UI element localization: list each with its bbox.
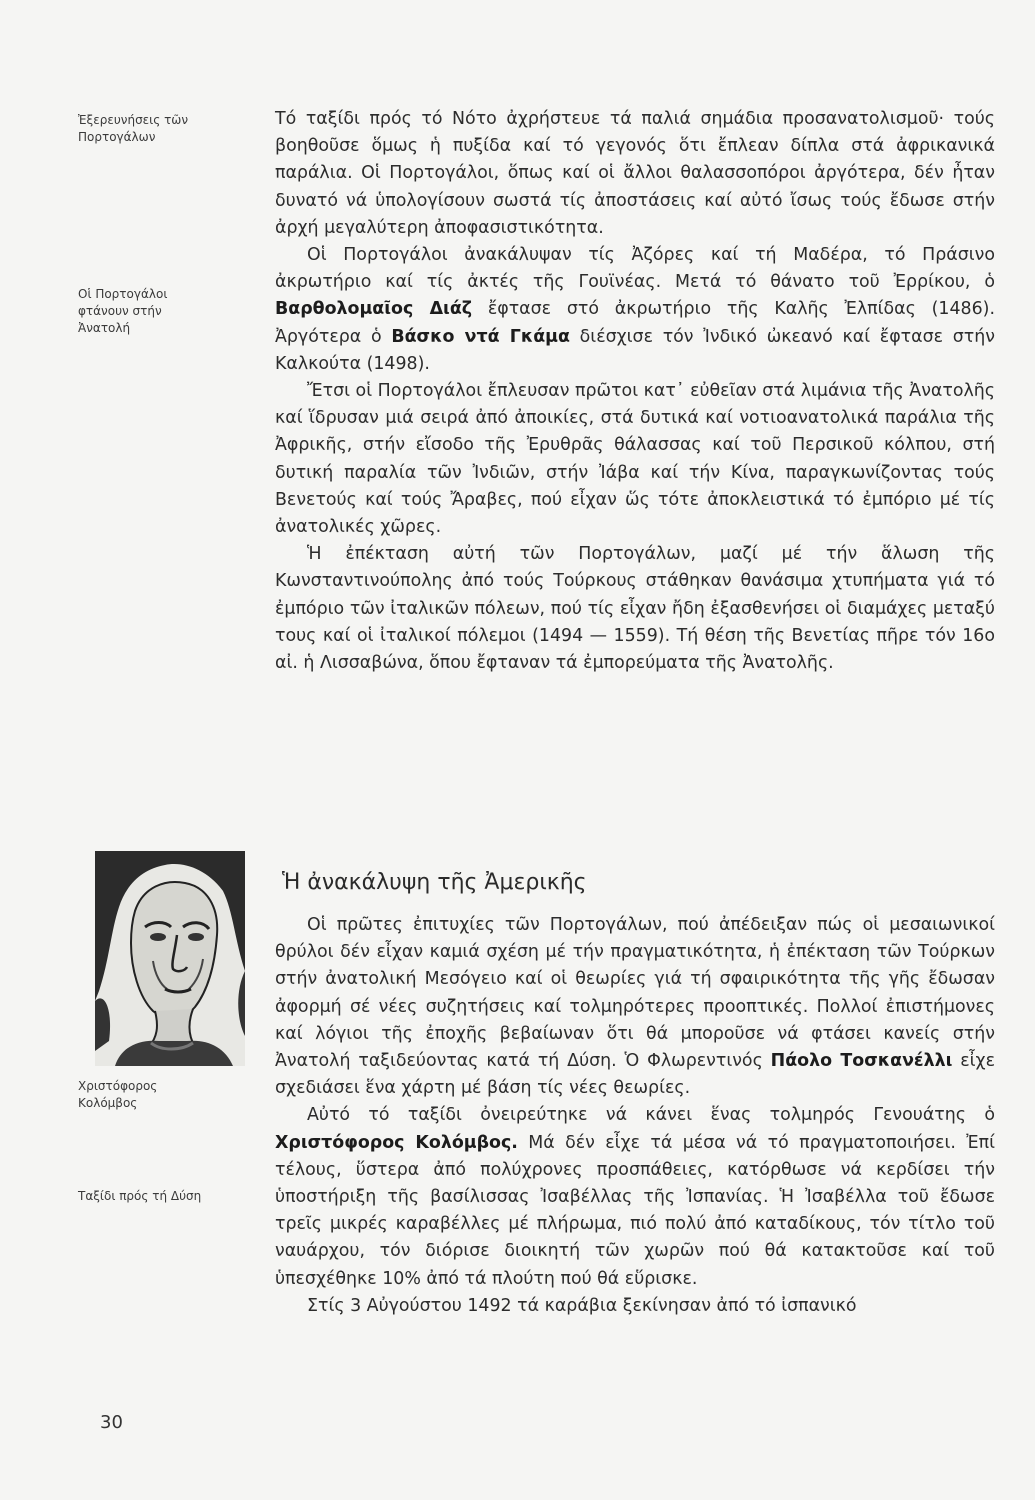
paragraph: Στίς 3 Αὐγούστου 1492 τά καράβια ξεκίνησαν ἀπό τό ἰσπανικό	[307, 1295, 857, 1316]
margin-note-line: Πορτογάλων	[78, 130, 156, 144]
margin-note-explorations	[78, 112, 258, 146]
margin-note-line: Ἐξερευνήσεις τῶν	[78, 113, 189, 127]
paragraph: Οἱ Πορτογάλοι ἀνακάλυψαν τίς Ἀζόρες καί τή Μαδέρα, τό Πράσινο ἀκρωτήριο καί τίς ἀκτές τῆς Γουϊνέας. Μετά τό θάνατο τοῦ Ἐρρίκου, ὁ Βαρθολομαῖος Διάζ ἔφτασε στό ἀκρωτήριο τῆς Καλῆς Ἐλπίδας (1486). Ἀργότερα ὁ Βάσκο ντά Γκάμα διέσχισε τόν Ἰνδικό ὠκεανό καί ἔφτασε στήν Καλκούτα (1498).	[275, 245, 995, 374]
caption-line: Χριστόφορος	[78, 1079, 158, 1093]
page-number: 30	[100, 1412, 123, 1433]
bold-name-dias: Βαρθολομαῖος Διάζ	[275, 299, 473, 320]
margin-note-line: Ἀνατολή	[78, 321, 131, 335]
margin-note-line: Οἱ Πορτογάλοι	[78, 287, 168, 301]
bold-name-vasco-da-gama: Βάσκο ντά Γκάμα	[391, 326, 570, 347]
caption-line: Κολόμβος	[78, 1096, 138, 1110]
margin-note-line: φτάνουν στήν	[78, 304, 162, 318]
paragraph: Ἡ ἐπέκταση αὐτή τῶν Πορτογάλων, μαζί μέ τήν ἅλωση τῆς Κωνσταντινούπολης ἀπό τούς Τούρκους στάθηκαν θανάσιμα χτυπήματα γιά τό ἐμπόριο τῶν ἰταλικῶν πόλεων, πού τίς εἶχαν ἤδη ἐξασθενήσει οἱ διαμάχες μεταξύ τους καί οἱ ἰταλικοί πόλεμοι (1494 — 1559). Τή θέση τῆς Βενετίας πῆρε τόν 16ο αἰ. ἡ Λισσαβώνα, ὅπου ἔφταναν τά ἐμπορεύματα τῆς Ἀνατολῆς.	[275, 544, 995, 674]
bold-name-columbus: Χριστόφορος Κολόμβος.	[275, 1132, 518, 1153]
portrait-caption	[78, 1078, 258, 1112]
bold-name-toscanelli: Πάολο Τοσκανέλλι	[770, 1051, 953, 1072]
main-text-section-1	[275, 106, 995, 677]
paragraph: Αὐτό τό ταξίδι ὀνειρεύτηκε νά κάνει ἕνας τολμηρός Γενουάτης ὁ Χριστόφορος Κολόμβος. Μά δέν εἶχε τά μέσα νά τό πραγματοποιήσει. Ἐπί τέλους, ὕστερα ἀπό πολύχρονες προσπάθειες, κατόρθωσε νά κερδίσει τήν ὑποστήριξη τῆς βασίλισσας Ἰσαβέλλας τῆς Ἰσπανίας. Ἡ Ἰσαβέλλα τοῦ ἔδωσε τρεῖς μικρές καραβέλλες μέ πλήρωμα, πιό πολύ ἀπό καταδίκους, τόν τίτλο τοῦ ναυάρχου, τόν διόρισε διοικητή τῶν χωρῶν πού θά κατακτοῦσε καί τοῦ ὑπεσχέθηκε 10% ἀπό τά πλούτη πού θά εὕρισκε.	[275, 1105, 995, 1289]
margin-note-arrive-east	[78, 286, 258, 337]
section-heading: Ἡ ἀνακάλυψη τῆς Ἀμερικῆς	[282, 870, 587, 895]
main-text-section-2	[275, 912, 995, 1320]
columbus-portrait-image	[95, 851, 245, 1066]
margin-note-voyage-west: Ταξίδι πρός τή Δύση	[78, 1189, 202, 1203]
paragraph: Οἱ πρῶτες ἐπιτυχίες τῶν Πορτογάλων, πού ἀπέδειξαν πώς οἱ μεσαιωνικοί θρύλοι δέν εἶχαν καμιά σχέση μέ τήν πραγματικότητα, ἡ ἐπέκταση τῶν Τούρκων στήν ἀνατολική Μεσόγειο καί οἱ θεωρίες γιά τή σφαιρικότητα τῆς γῆς ἔδωσαν ἀφορμή σέ νέες συζητήσεις καί τολμηρότερες προοπτικές. Πολλοί ἐπιστήμονες καί λόγιοι τῆς ἐποχῆς βεβαίωναν ὅτι θά μποροῦσε νά φτάσει κανείς στήν Ἀνατολή ταξιδεύοντας κατά τή Δύση. Ὁ Φλωρεντινός Πάολο Τοσκανέλλι εἶχε σχεδιάσει ἕνα χάρτη μέ βάση τίς νέες θεωρίες.	[275, 915, 995, 1099]
paragraph: Ἔτσι οἱ Πορτογάλοι ἔπλευσαν πρῶτοι κατ᾽ εὐθεῖαν στά λιμάνια τῆς Ἀνατολῆς καί ἵδρυσαν μιά σειρά ἀπό ἀποικίες, στά δυτικά καί νοτιοανατολικά παράλια τῆς Ἀφρικῆς, στήν εἴσοδο τῆς Ἐρυθρᾶς θάλασσας καί τοῦ Περσικοῦ κόλπου, στή δυτική παραλία τῶν Ἰνδιῶν, στήν Ἰάβα καί τήν Κίνα, παραγκωνίζοντας τούς Βενετούς καί τούς Ἄραβες, πού εἶχαν ὥς τότε ἀποκλειστικά τό ἐμπόριο μέ τίς ἀνατολικές χῶρες.	[275, 381, 995, 538]
paragraph: Τό ταξίδι πρός τό Νότο ἀχρήστευε τά παλιά σημάδια προσανατολισμοῦ· τούς βοηθοῦσε ὅμως ἡ πυξίδα καί τό γεγονός ὅτι ἔπλεαν δίπλα στά ἀφρικανικά παράλια. Οἱ Πορτογάλοι, ὅπως καί οἱ ἄλλοι θαλασσοπόροι ἀργότερα, δέν ἦταν δυνατό νά ὑπολογίσουν σωστά τίς ἀποστάσεις καί αὐτό ἴσως τούς ἔδωσε στήν ἀρχή μεγαλύτερη ἀποφασιστικότητα.	[275, 109, 995, 238]
